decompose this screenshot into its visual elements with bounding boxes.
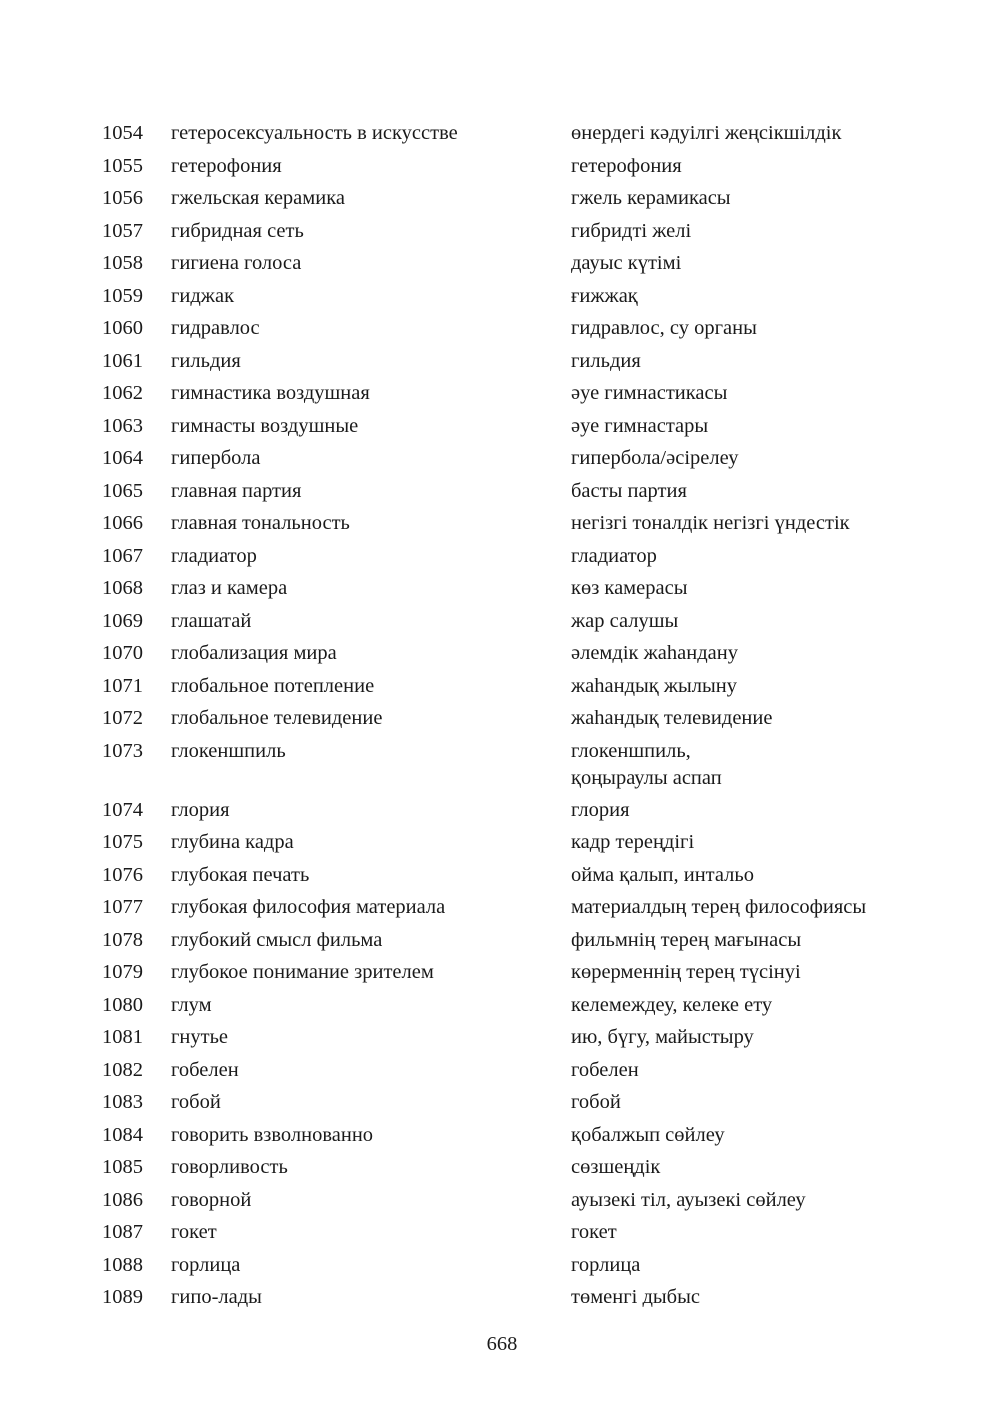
entry-number: 1071 — [102, 674, 143, 697]
glossary-entry — [0, 1281, 1004, 1314]
russian-term: глубокая философия материала — [171, 896, 446, 918]
russian-term: глаз и камера — [171, 577, 288, 599]
russian-term: гладиатор — [171, 544, 257, 567]
entry-number: 1057 — [102, 219, 143, 242]
entry-number: 1059 — [102, 284, 143, 307]
page-number: 668 — [486, 1333, 518, 1355]
russian-term: гидравлос — [171, 317, 260, 339]
russian-term: гипо-лады — [171, 1286, 262, 1308]
entry-number: 1063 — [102, 414, 143, 437]
russian-term: гибридная сеть — [171, 219, 304, 242]
russian-term: гетерофония — [171, 154, 282, 177]
kazakh-term: ойма қалып, интальо — [571, 863, 754, 886]
kazakh-term: глокеншпиль, қоңыраулы аспап — [571, 739, 722, 789]
entry-number: 1070 — [102, 642, 143, 664]
entry-number: 1079 — [102, 961, 143, 983]
glossary-entry — [0, 605, 1004, 638]
glossary-entry — [0, 475, 1004, 508]
russian-term: гипербола — [171, 447, 261, 469]
kazakh-term: гобелен — [571, 1058, 639, 1081]
glossary-entry — [0, 182, 1004, 215]
entry-number: 1060 — [102, 317, 143, 339]
russian-term: гнутье — [171, 1026, 229, 1048]
entry-number: 1078 — [102, 928, 143, 951]
russian-term: глория — [171, 798, 230, 821]
entry-number: 1067 — [102, 544, 143, 567]
russian-term: глубокая печать — [171, 863, 310, 886]
glossary-entry — [0, 956, 1004, 989]
entry-number: 1066 — [102, 512, 143, 534]
entry-number: 1068 — [102, 577, 143, 599]
entry-number: 1056 — [102, 187, 143, 209]
glossary-entry — [0, 1119, 1004, 1152]
kazakh-term: әлемдік жаһандану — [571, 642, 738, 664]
kazakh-term: басты партия — [571, 479, 687, 502]
entry-number: 1075 — [102, 831, 143, 853]
kazakh-term: ауызекі тіл, ауызекі сөйлеу — [571, 1188, 806, 1211]
glossary-entry — [0, 442, 1004, 475]
russian-term: гобелен — [171, 1058, 239, 1081]
kazakh-term: гобой — [571, 1091, 621, 1113]
russian-term: глокеншпиль — [171, 739, 286, 762]
glossary-entry — [0, 150, 1004, 183]
glossary-entry — [0, 1216, 1004, 1249]
entry-number: 1061 — [102, 349, 143, 372]
glossary-entry — [0, 794, 1004, 827]
glossary-entry — [0, 1021, 1004, 1054]
entry-number: 1062 — [102, 382, 143, 404]
russian-term: глобальное телевидение — [171, 707, 383, 729]
kazakh-term: ию, бүгу, майыстыру — [571, 1026, 754, 1048]
russian-term: гетеросексуальность в искусстве — [171, 122, 458, 144]
glossary-entry — [0, 215, 1004, 248]
entry-number: 1088 — [102, 1253, 143, 1276]
kazakh-term: сөзшеңдік — [571, 1156, 661, 1178]
entry-number: 1089 — [102, 1286, 143, 1308]
russian-term: гобой — [171, 1091, 221, 1113]
kazakh-term: өнердегі кәдуілгі жеңсікшілдік — [571, 122, 842, 144]
entry-number: 1084 — [102, 1123, 143, 1146]
kazakh-term: әуе гимнастикасы — [571, 382, 728, 404]
russian-term: главная партия — [171, 479, 302, 502]
russian-term: говорить взволнованно — [171, 1123, 374, 1146]
kazakh-term: төменгі дыбыс — [571, 1286, 700, 1308]
kazakh-term: гетерофония — [571, 154, 682, 177]
russian-term: гжельская керамика — [171, 187, 345, 209]
russian-term: глубокий смысл фильма — [171, 928, 383, 951]
russian-term: глашатай — [171, 609, 252, 632]
russian-term: гигиена голоса — [171, 252, 302, 274]
kazakh-term: жаһандық телевидение — [571, 707, 773, 729]
entry-number: 1058 — [102, 252, 143, 274]
glossary-entry — [0, 377, 1004, 410]
entry-number: 1082 — [102, 1058, 143, 1081]
kazakh-term: материалдың терең философиясы — [571, 896, 867, 918]
entry-number: 1077 — [102, 896, 143, 918]
glossary-entry — [0, 1054, 1004, 1087]
glossary-entry — [0, 540, 1004, 573]
entry-number: 1081 — [102, 1026, 143, 1048]
glossary-entry — [0, 1249, 1004, 1282]
kazakh-term: жаһандық жылыну — [571, 674, 738, 697]
russian-term: глум — [171, 993, 212, 1016]
glossary-entry — [0, 1086, 1004, 1119]
kazakh-term: гокет — [571, 1221, 617, 1243]
kazakh-term: әуе гимнастары — [571, 414, 709, 437]
kazakh-term: дауыс күтімі — [571, 252, 682, 274]
kazakh-term: ғижжақ — [571, 284, 638, 307]
glossary-entry — [0, 637, 1004, 670]
glossary-entry — [0, 702, 1004, 735]
entry-number: 1076 — [102, 863, 143, 886]
entry-number: 1072 — [102, 707, 143, 729]
glossary-entry — [0, 312, 1004, 345]
kazakh-term: негізгі тоналдік негізгі үндестік — [571, 512, 850, 534]
glossary-entry — [0, 1151, 1004, 1184]
russian-term: горлица — [171, 1253, 241, 1276]
glossary-entry — [0, 247, 1004, 280]
entry-number: 1065 — [102, 479, 143, 502]
entry-number: 1064 — [102, 447, 143, 469]
kazakh-term: көз камерасы — [571, 577, 688, 599]
kazakh-term: горлица — [571, 1253, 641, 1276]
russian-term: говорливость — [171, 1156, 288, 1178]
russian-term: глобализация мира — [171, 642, 337, 664]
entry-number: 1085 — [102, 1156, 143, 1178]
kazakh-term: гидравлос, су органы — [571, 317, 757, 339]
kazakh-term: көрерменнің терең түсінуі — [571, 961, 801, 983]
kazakh-term: фильмнің терең мағынасы — [571, 928, 802, 951]
kazakh-term: жар салушы — [571, 609, 679, 632]
entry-number: 1055 — [102, 154, 143, 177]
kazakh-term: гибридті желі — [571, 219, 692, 242]
kazakh-term: гипербола/әсірелеу — [571, 447, 739, 469]
kazakh-term: глория — [571, 798, 630, 821]
entry-number: 1080 — [102, 993, 143, 1016]
glossary-entry — [0, 859, 1004, 892]
kazakh-term: гильдия — [571, 349, 641, 372]
glossary-entry — [0, 280, 1004, 313]
glossary-list — [0, 117, 1004, 1314]
entry-number: 1086 — [102, 1188, 143, 1211]
russian-term: гиджак — [171, 284, 235, 307]
russian-term: глобальное потепление — [171, 674, 375, 697]
glossary-entry — [0, 670, 1004, 703]
kazakh-term: қобалжып сөйлеу — [571, 1123, 725, 1146]
entry-number: 1087 — [102, 1221, 143, 1243]
entry-number: 1083 — [102, 1091, 143, 1113]
kazakh-term: келемеждеу, келеке ету — [571, 993, 773, 1016]
russian-term: гимнасты воздушные — [171, 414, 359, 437]
glossary-entry — [0, 117, 1004, 150]
russian-term: гокет — [171, 1221, 217, 1243]
russian-term: главная тональность — [171, 512, 350, 534]
glossary-entry — [0, 989, 1004, 1022]
russian-term: глубина кадра — [171, 831, 294, 853]
glossary-entry — [0, 572, 1004, 605]
glossary-entry — [0, 924, 1004, 957]
russian-term: говорной — [171, 1188, 252, 1211]
kazakh-term: кадр тереңдігі — [571, 831, 695, 853]
glossary-entry — [0, 410, 1004, 443]
glossary-entry — [0, 735, 1004, 794]
entry-number: 1069 — [102, 609, 143, 632]
kazakh-term: гладиатор — [571, 544, 657, 567]
glossary-entry — [0, 1184, 1004, 1217]
russian-term: гильдия — [171, 349, 241, 372]
entry-number: 1073 — [102, 739, 143, 762]
russian-term: глубокое понимание зрителем — [171, 961, 434, 983]
entry-number: 1074 — [102, 798, 143, 821]
glossary-entry — [0, 826, 1004, 859]
glossary-entry — [0, 507, 1004, 540]
entry-number: 1054 — [102, 122, 143, 144]
kazakh-term: гжель керамикасы — [571, 187, 731, 209]
glossary-entry — [0, 345, 1004, 378]
russian-term: гимнастика воздушная — [171, 382, 370, 404]
glossary-entry — [0, 891, 1004, 924]
